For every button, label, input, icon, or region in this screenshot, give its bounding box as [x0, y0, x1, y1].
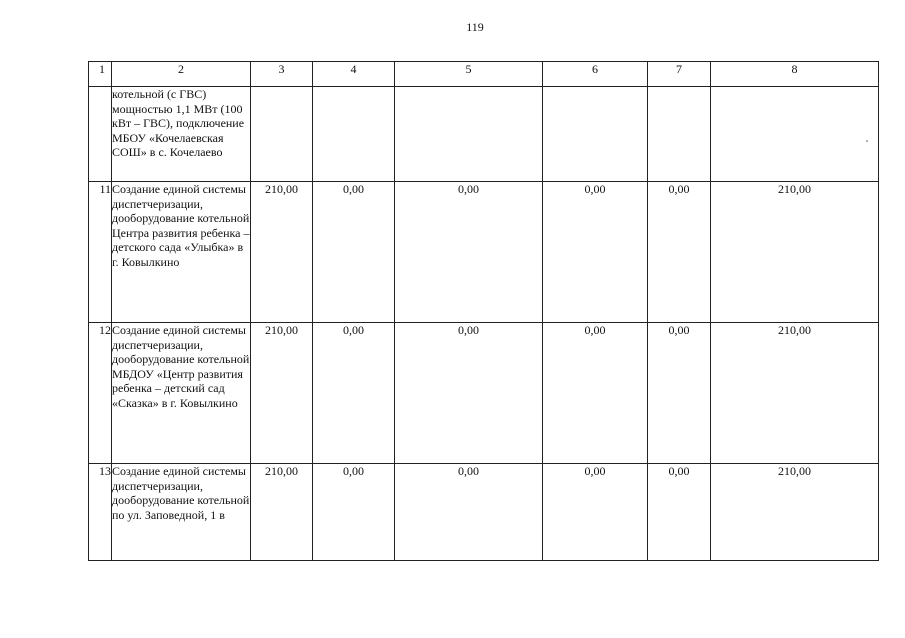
value-cell: 0,00 — [313, 182, 395, 323]
value-cell — [543, 87, 648, 182]
value-cell — [711, 87, 879, 182]
value-cell: 210,00 — [251, 464, 313, 561]
row-description: Создание единой системы диспетчеризации, дооборудование котельной Центра развития ребенка – детского сада «Улыбка» в г. Ковылкино — [112, 182, 251, 323]
budget-table — [88, 61, 879, 561]
value-cell: 0,00 — [395, 182, 543, 323]
table-row — [89, 87, 879, 182]
header-col-7: 7 — [648, 62, 711, 87]
value-cell: 0,00 — [313, 464, 395, 561]
table-row — [89, 464, 879, 561]
value-cell — [251, 87, 313, 182]
row-description: Создание единой системы диспетчеризации, дооборудование котельной МБДОУ «Центр развития ребенка – детский сад «Сказка» в г. Ковылкино — [112, 323, 251, 464]
header-col-4: 4 — [313, 62, 395, 87]
row-number-cell — [89, 87, 112, 182]
value-cell: 210,00 — [251, 323, 313, 464]
table-row — [89, 323, 879, 464]
header-col-1: 1 — [89, 62, 112, 87]
row-number-cell: 13 — [89, 464, 112, 561]
value-cell: 0,00 — [543, 464, 648, 561]
row-number-cell: 11 — [89, 182, 112, 323]
table-header-row — [89, 62, 879, 87]
value-cell: 0,00 — [648, 182, 711, 323]
table-row — [89, 182, 879, 323]
value-cell: 210,00 — [711, 182, 879, 323]
header-col-8: 8 — [711, 62, 879, 87]
value-cell: 0,00 — [313, 323, 395, 464]
value-cell: 0,00 — [648, 464, 711, 561]
value-cell — [648, 87, 711, 182]
header-col-3: 3 — [251, 62, 313, 87]
page-number: 119 — [466, 20, 484, 34]
header-col-6: 6 — [543, 62, 648, 87]
row-description: котельной (с ГВС) мощностью 1,1 МВт (100 кВт – ГВС), подключение МБОУ «Кочелаевская СОШ» в с. Кочелаево — [112, 87, 251, 182]
header-col-5: 5 — [395, 62, 543, 87]
value-cell: 0,00 — [395, 464, 543, 561]
value-cell: 0,00 — [543, 182, 648, 323]
scan-speck — [866, 140, 868, 142]
row-description: Создание единой системы диспетчеризации, дооборудование котельной по ул. Заповедной, 1 в — [112, 464, 251, 561]
value-cell — [395, 87, 543, 182]
value-cell: 210,00 — [711, 323, 879, 464]
value-cell: 0,00 — [648, 323, 711, 464]
value-cell: 210,00 — [711, 464, 879, 561]
value-cell: 210,00 — [251, 182, 313, 323]
header-col-2: 2 — [112, 62, 251, 87]
value-cell — [313, 87, 395, 182]
row-number-cell: 12 — [89, 323, 112, 464]
value-cell: 0,00 — [543, 323, 648, 464]
value-cell: 0,00 — [395, 323, 543, 464]
